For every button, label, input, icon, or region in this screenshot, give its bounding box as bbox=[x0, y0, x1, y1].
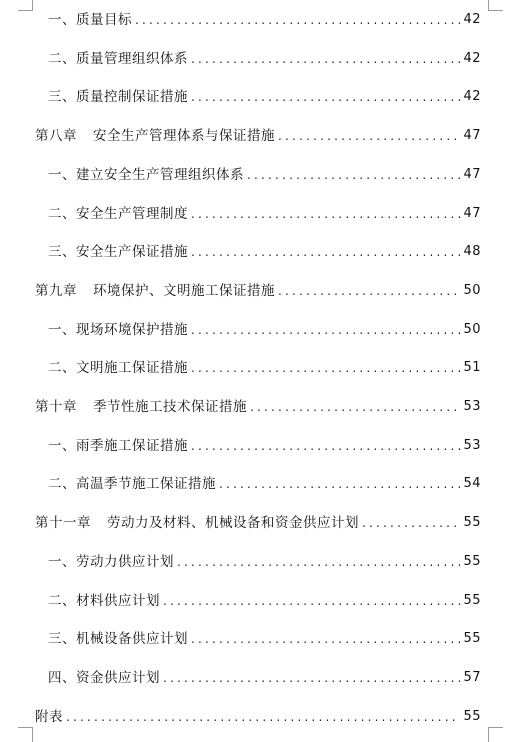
toc-entry-title: 一、现场环境保护措施 bbox=[48, 321, 188, 338]
toc-section-entry[interactable] bbox=[48, 10, 481, 30]
toc-entry-title: 附表 bbox=[35, 708, 63, 725]
toc-section-entry[interactable] bbox=[48, 552, 481, 572]
toc-dot-leader bbox=[247, 165, 460, 185]
toc-page-number: 47 bbox=[463, 166, 481, 182]
corner-crop-mark-top-left bbox=[18, 0, 33, 11]
toc-chapter-entry[interactable] bbox=[35, 126, 481, 146]
toc-dot-leader bbox=[278, 281, 460, 301]
toc-section-entry[interactable] bbox=[48, 320, 481, 340]
toc-dot-leader bbox=[191, 358, 460, 378]
toc-section-entry[interactable] bbox=[48, 668, 481, 688]
toc-dot-leader bbox=[362, 513, 460, 533]
toc-page-number: 50 bbox=[463, 282, 481, 298]
toc-dot-leader bbox=[191, 320, 460, 340]
toc-entry-title: 四、资金供应计划 bbox=[48, 669, 160, 686]
toc-entry-title: 三、质量控制保证措施 bbox=[48, 89, 188, 106]
toc-page-number: 42 bbox=[463, 89, 481, 105]
corner-crop-mark-bottom-left bbox=[18, 727, 33, 742]
toc-dot-leader bbox=[191, 49, 460, 69]
toc-entry-title: 二、安全生产管理制度 bbox=[48, 205, 188, 222]
toc-entry-title: 一、质量目标 bbox=[48, 12, 132, 28]
toc-section-entry[interactable] bbox=[48, 629, 481, 649]
toc-section-entry[interactable] bbox=[48, 358, 481, 378]
toc-dot-leader bbox=[191, 204, 460, 224]
toc-page-number: 55 bbox=[463, 708, 481, 724]
toc-dot-leader bbox=[163, 668, 460, 688]
toc-page-number: 42 bbox=[463, 50, 481, 66]
toc-dot-leader bbox=[177, 552, 460, 572]
toc-page-number: 55 bbox=[463, 631, 481, 647]
toc-page-number: 53 bbox=[463, 437, 481, 453]
toc-page-number: 55 bbox=[463, 515, 481, 531]
toc-chapter-entry[interactable] bbox=[35, 513, 481, 533]
toc-dot-leader bbox=[191, 629, 460, 649]
toc-page-number: 55 bbox=[463, 592, 481, 608]
toc-page-number: 54 bbox=[463, 476, 481, 492]
toc-chapter-number: 第九章 bbox=[35, 282, 77, 299]
toc-chapter-number: 第八章 bbox=[35, 128, 77, 145]
toc-section-entry[interactable] bbox=[48, 436, 481, 456]
toc-page-number: 47 bbox=[463, 128, 481, 144]
toc-dot-leader bbox=[219, 474, 460, 494]
toc-dot-leader bbox=[191, 436, 460, 456]
toc-dot-leader bbox=[163, 591, 460, 611]
toc-entry-title: 环境保护、文明施工保证措施 bbox=[93, 282, 275, 299]
toc-chapter-number: 第十一章 bbox=[35, 515, 91, 532]
toc-page-number: 42 bbox=[463, 12, 481, 27]
toc-section-entry[interactable] bbox=[48, 591, 481, 611]
toc-dot-leader bbox=[191, 87, 460, 107]
toc-entry-title: 季节性施工技术保证措施 bbox=[93, 399, 247, 415]
toc-section-entry[interactable] bbox=[48, 87, 481, 107]
toc-entry-title: 二、高温季节施工保证措施 bbox=[48, 476, 216, 493]
toc-chapter-entry[interactable] bbox=[35, 707, 481, 727]
corner-crop-mark-bottom-right bbox=[488, 727, 503, 742]
toc-entry-title: 二、文明施工保证措施 bbox=[48, 360, 188, 377]
toc-entry-title: 一、雨季施工保证措施 bbox=[48, 437, 188, 454]
toc-entry-title: 二、材料供应计划 bbox=[48, 592, 160, 609]
toc-entry-title: 二、质量管理组织体系 bbox=[48, 50, 188, 67]
toc-dot-leader bbox=[250, 397, 460, 417]
toc-dot-leader bbox=[191, 242, 460, 262]
toc-page-number: 50 bbox=[463, 321, 481, 337]
toc-chapter-entry[interactable] bbox=[35, 397, 481, 417]
toc-page-number: 47 bbox=[463, 205, 481, 221]
toc-entry-title: 三、安全生产保证措施 bbox=[48, 244, 188, 261]
toc-entry-title: 三、机械设备供应计划 bbox=[48, 631, 188, 648]
toc-dot-leader bbox=[66, 707, 460, 727]
toc-page-number: 48 bbox=[463, 244, 481, 260]
toc-section-entry[interactable] bbox=[48, 242, 481, 262]
toc-page-number: 53 bbox=[463, 399, 481, 414]
toc-entry-title: 安全生产管理体系与保证措施 bbox=[93, 128, 275, 145]
toc-page-number: 55 bbox=[463, 553, 481, 569]
toc-section-entry[interactable] bbox=[48, 165, 481, 185]
toc-chapter-entry[interactable] bbox=[35, 281, 481, 301]
toc-page-number: 57 bbox=[463, 669, 481, 685]
toc-section-entry[interactable] bbox=[48, 474, 481, 494]
corner-crop-mark-top-right bbox=[488, 0, 503, 11]
toc-entry-title: 劳动力及材料、机械设备和资金供应计划 bbox=[107, 515, 359, 532]
toc-section-entry[interactable] bbox=[48, 204, 481, 224]
toc-dot-leader bbox=[278, 126, 460, 146]
toc-dot-leader bbox=[135, 10, 460, 30]
toc-chapter-number: 第十章 bbox=[35, 399, 77, 415]
toc-entry-title: 一、建立安全生产管理组织体系 bbox=[48, 166, 244, 183]
toc-page-number: 51 bbox=[463, 360, 481, 376]
toc-entry-title: 一、劳动力供应计划 bbox=[48, 553, 174, 570]
toc-section-entry[interactable] bbox=[48, 49, 481, 69]
